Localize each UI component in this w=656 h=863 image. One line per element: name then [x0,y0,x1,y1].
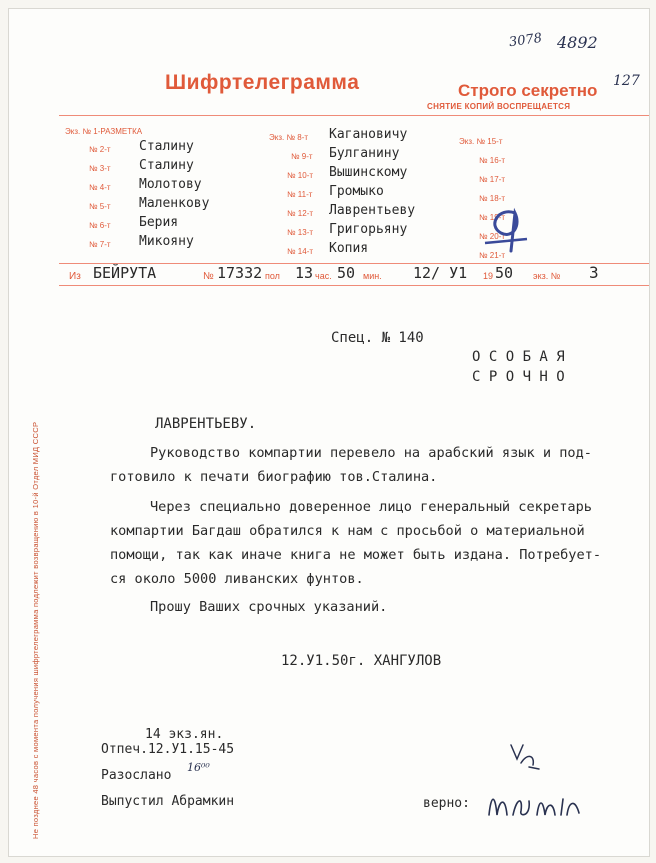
dist-label: № 3-т [89,164,111,173]
origin-number-label: № [203,271,214,282]
dist-recipient: Лаврентьеву [329,203,416,218]
header-rule [59,115,649,116]
sent-label: Разослано [101,768,172,783]
printed-info: Отпеч.12.У1.15-45 [101,742,235,757]
body-line: помощи, так как иначе книга не может быть издана. Потребует- [110,547,602,563]
dist-label: № 13-т [287,228,314,237]
sent-time: 16⁰⁰ [187,761,210,774]
dist-label: № 21-т [479,251,506,260]
dist-label: № 4-т [89,183,111,192]
origin-city: БЕЙРУТА [93,264,157,282]
origin-minutes: 50 [337,264,356,282]
handwritten-initials [505,739,545,773]
origin-copy-label: экз. № [533,271,561,281]
dist-recipient: Берия [139,215,179,230]
form-title: Шифртелеграмма [165,71,360,94]
body-line: Через специально доверенное лицо генеральный секретарь [150,499,592,515]
dist-label: № 2-т [89,145,111,154]
distribution-table [59,119,649,259]
telegram-sheet [8,8,650,857]
origin-number: 17332 [217,264,263,282]
dist-label: № 7-т [89,240,111,249]
origin-copy-number: 3 [589,263,599,282]
dist-label: № 6-т [89,221,111,230]
dist-recipient: Сталину [139,158,194,173]
body-line: ся около 5000 ливанских фунтов. [110,571,364,587]
signature-line: 12.У1.50г. ХАНГУЛОВ [281,653,442,669]
dist-label: Экз. № 15-т [459,137,503,146]
dist-label: № 12-т [287,209,314,218]
origin-hour-label: час. [315,271,332,281]
archive-sheet-number: 127 [613,73,640,89]
handwritten-checkmark [477,199,537,259]
copies-count: 14 экз.ян. [145,727,224,742]
dist-label: № 11-т [287,190,313,199]
dist-label: № 20-т [479,232,506,241]
dist-recipient: Молотову [139,177,202,192]
dist-label: № 19-т [479,213,506,222]
archive-mark-left: 3078 [508,30,543,51]
origin-year: 50 [495,264,514,282]
body-line: Прошу Ваших срочных указаний. [150,599,388,615]
released-by: Выпустил Абрамкин [101,794,235,809]
return-notice-vertical: Не позднее 48 часов с момента получения шифртелеграмма подлежит возвращению в 10-й Отдел МИД СССР [31,421,40,839]
dist-label: № 5-т [89,202,111,211]
dist-label: № 17-т [479,175,506,184]
origin-rule [59,285,649,286]
origin-hour: 13 [295,264,314,282]
dist-recipient: Маленкову [139,196,210,211]
body-line: компартии Багдаш обратился к нам с просьбой о материальной [110,523,585,539]
dist-recipient: Сталину [139,139,194,154]
dist-recipient: Григорьяну [329,222,408,237]
dist-label: № 14-т [287,247,314,256]
origin-from-label: Из [69,271,81,282]
dist-label: № 18-т [479,194,506,203]
dist-recipient: Громыко [329,184,384,199]
dist-label: Экз. № 1-РАЗМЕТКА [65,127,143,136]
dist-label: Экз. № 8-т [269,133,309,142]
addressee: ЛАВРЕНТЬЕВУ. [155,416,257,432]
origin-minutes-label: мин. [363,271,382,281]
origin-received-label: пол [265,271,280,281]
origin-year-prefix: 19 [483,271,494,281]
priority-special: О С О Б А Я [472,349,565,365]
secrecy-label: Строго секретно [458,81,598,100]
body-line: Руководство компартии перевело на арабский язык и под- [150,445,592,461]
archive-mark-right: 4892 [557,33,598,52]
priority-urgent: С Р О Ч Н О [472,369,565,385]
dist-label: № 16-т [479,156,506,165]
dist-label: № 9-т [291,152,313,161]
spec-number: Спец. № 140 [331,330,424,346]
dist-recipient: Кагановичу [329,127,408,142]
dist-recipient: Вышинскому [329,165,408,180]
verified-label: верно: [423,796,470,811]
origin-date: 12/ У1 [413,264,468,282]
handwritten-signature [483,781,583,825]
dist-label: № 10-т [287,171,314,180]
dist-recipient: Булганину [329,146,400,161]
copy-prohibited-notice: СНЯТИЕ КОПИЙ ВОСПРЕЩАЕТСЯ [427,102,571,111]
dist-recipient: Копия [329,241,369,256]
body-line: готовило к печати биографию тов.Сталина. [110,469,438,485]
dist-recipient: Микояну [139,234,194,249]
